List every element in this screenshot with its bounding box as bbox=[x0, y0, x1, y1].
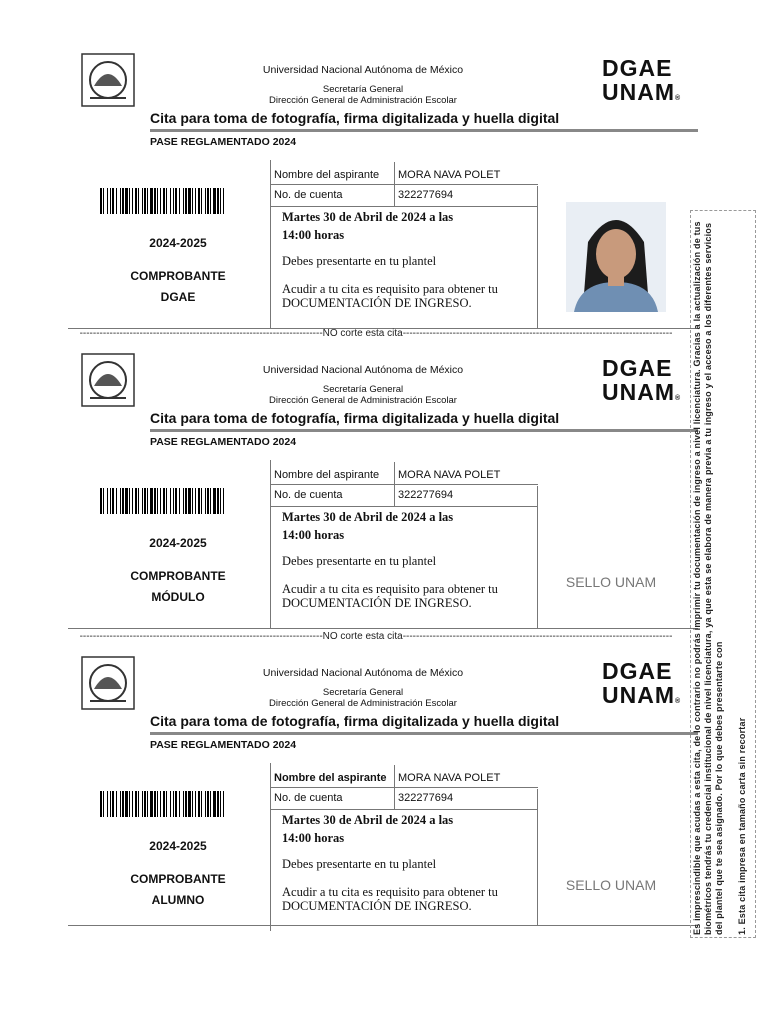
table-row-divider bbox=[270, 787, 538, 788]
cut-line: -------------------------------------------------------------------------NO corte esta cita--------------------------------------------------------------------------------- bbox=[79, 631, 673, 642]
direccion-text: Dirección General de Administración Escolar bbox=[269, 698, 457, 709]
requirement-line1: Acudir a tu cita es requisito para obtener tu bbox=[282, 885, 498, 899]
appointment-date bbox=[282, 208, 482, 244]
brand-registered-mark: ® bbox=[675, 95, 681, 102]
barcode-icon bbox=[100, 188, 226, 214]
school-year: 2024-2025 bbox=[149, 839, 207, 853]
direccion-text: Dirección General de Administración Escolar bbox=[269, 95, 457, 106]
requirement-notice bbox=[282, 582, 542, 610]
table-row-divider bbox=[270, 206, 538, 207]
requirement-line1: Acudir a tu cita es requisito para obtener tu bbox=[282, 582, 498, 596]
side-notice-main: Es imprescindible que acudas a esta cita, de lo contrario no podrás imprimir tu documentación de ingreso a nivel licenciatura. Gracias a la actualización de tus biométricos tendrás tu credencial institucional de nivel licenciatura, ya que esta se elabora de manera previa a tu ingreso y el acceso a los diferentes servicios del plantel que te sea asignado. Por lo que debes presentarte con bbox=[692, 221, 724, 935]
table-column-divider bbox=[394, 162, 395, 206]
side-notice-text bbox=[692, 211, 754, 935]
university-name: Universidad Nacional Autónoma de México bbox=[262, 667, 464, 679]
requirement-line1: Acudir a tu cita es requisito para obtener tu bbox=[282, 282, 498, 296]
university-name: Universidad Nacional Autónoma de México bbox=[262, 364, 464, 376]
student-name: MORA NAVA POLET bbox=[398, 772, 501, 784]
document-title: Cita para toma de fotografía, firma digitalizada y huella digital bbox=[150, 410, 560, 426]
student-photo bbox=[566, 202, 666, 312]
cut-line: -------------------------------------------------------------------------NO corte esta cita--------------------------------------------------------------------------------- bbox=[79, 328, 673, 339]
account-label: No. de cuenta bbox=[274, 792, 343, 804]
table-row-divider bbox=[270, 809, 538, 810]
university-name: Universidad Nacional Autónoma de México bbox=[262, 64, 464, 76]
brand-registered-mark: ® bbox=[675, 698, 681, 705]
table-row-divider bbox=[270, 506, 538, 507]
document-subtitle: PASE REGLAMENTADO 2024 bbox=[150, 739, 297, 751]
header-secretaria-block bbox=[248, 84, 478, 106]
appointment-date-line1: Martes 30 de Abril de 2024 a las bbox=[282, 813, 454, 827]
copy-type bbox=[108, 869, 248, 911]
barcode-icon bbox=[100, 488, 226, 514]
document-title: Cita para toma de fotografía, firma digitalizada y huella digital bbox=[150, 713, 560, 729]
table-column-divider bbox=[394, 765, 395, 809]
brand-line-2: UNAM bbox=[602, 79, 675, 105]
ticket-bottom-border bbox=[68, 628, 698, 629]
name-label: Nombre del aspirante bbox=[274, 772, 387, 784]
copy-type-line1: COMPROBANTE bbox=[130, 569, 226, 583]
appointment-date-line2: 14:00 horas bbox=[282, 831, 345, 845]
name-label: Nombre del aspirante bbox=[274, 469, 380, 481]
brand-line-2: UNAM bbox=[602, 379, 675, 405]
student-account: 322277694 bbox=[398, 189, 454, 201]
seal-placeholder: SELLO UNAM bbox=[565, 574, 657, 590]
dgae-unam-logo bbox=[602, 356, 682, 411]
appointment-date-line2: 14:00 horas bbox=[282, 228, 345, 242]
copy-type-line1: COMPROBANTE bbox=[130, 269, 226, 283]
title-divider bbox=[150, 129, 698, 132]
ticket-modulo bbox=[68, 348, 698, 630]
student-account: 322277694 bbox=[398, 489, 454, 501]
document-subtitle: PASE REGLAMENTADO 2024 bbox=[150, 436, 297, 448]
name-label: Nombre del aspirante bbox=[274, 169, 380, 181]
student-account: 322277694 bbox=[398, 792, 454, 804]
seal-placeholder: SELLO UNAM bbox=[565, 877, 657, 893]
brand-line-1: DGAE bbox=[602, 55, 673, 81]
table-left-border bbox=[270, 160, 271, 328]
presentation-notice: Debes presentarte en tu plantel bbox=[282, 254, 437, 268]
requirement-notice bbox=[282, 885, 542, 913]
ticket-dgae bbox=[68, 48, 698, 330]
copy-type-line2: MÓDULO bbox=[151, 590, 205, 604]
table-row-divider bbox=[270, 484, 538, 485]
unam-crest-icon bbox=[80, 352, 136, 408]
secretaria-text: Secretaría General bbox=[322, 84, 404, 95]
appointment-date-line2: 14:00 horas bbox=[282, 528, 345, 542]
dgae-unam-logo bbox=[602, 56, 682, 111]
appointment-date-line1: Martes 30 de Abril de 2024 a las bbox=[282, 210, 454, 224]
document-subtitle: PASE REGLAMENTADO 2024 bbox=[150, 136, 297, 148]
appointment-date bbox=[282, 508, 482, 544]
table-row-divider bbox=[270, 184, 538, 185]
side-notice-footnote: 1. Esta cita impresa en tamaño carta sin recortar bbox=[737, 717, 747, 935]
student-name: MORA NAVA POLET bbox=[398, 469, 501, 481]
secretaria-text: Secretaría General bbox=[322, 384, 404, 395]
barcode-icon bbox=[100, 791, 226, 817]
school-year: 2024-2025 bbox=[149, 236, 207, 250]
copy-type-line1: COMPROBANTE bbox=[130, 872, 226, 886]
student-name: MORA NAVA POLET bbox=[398, 169, 501, 181]
presentation-notice: Debes presentarte en tu plantel bbox=[282, 857, 437, 871]
dgae-unam-logo bbox=[602, 659, 682, 714]
requirement-notice bbox=[282, 282, 542, 310]
header-secretaria-block bbox=[248, 384, 478, 406]
side-notice-box bbox=[690, 210, 756, 938]
requirement-line2: DOCUMENTACIÓN DE INGRESO. bbox=[282, 296, 472, 310]
unam-crest-icon bbox=[80, 52, 136, 108]
brand-line-2: UNAM bbox=[602, 682, 675, 708]
secretaria-text: Secretaría General bbox=[322, 687, 404, 698]
document-title: Cita para toma de fotografía, firma digitalizada y huella digital bbox=[150, 110, 560, 126]
unam-crest-icon bbox=[80, 655, 136, 711]
table-column-divider bbox=[394, 462, 395, 506]
presentation-notice: Debes presentarte en tu plantel bbox=[282, 554, 437, 568]
copy-type-line2: ALUMNO bbox=[151, 893, 205, 907]
table-left-border bbox=[270, 460, 271, 628]
requirement-line2: DOCUMENTACIÓN DE INGRESO. bbox=[282, 899, 472, 913]
account-label: No. de cuenta bbox=[274, 489, 343, 501]
requirement-line2: DOCUMENTACIÓN DE INGRESO. bbox=[282, 596, 472, 610]
ticket-alumno bbox=[68, 651, 698, 933]
table-left-border bbox=[270, 763, 271, 931]
copy-type-line2: DGAE bbox=[160, 290, 196, 304]
account-label: No. de cuenta bbox=[274, 189, 343, 201]
school-year: 2024-2025 bbox=[149, 536, 207, 550]
copy-type bbox=[108, 566, 248, 608]
copy-type bbox=[108, 266, 248, 308]
ticket-bottom-border bbox=[68, 925, 698, 926]
title-divider bbox=[150, 732, 698, 735]
brand-line-1: DGAE bbox=[602, 658, 673, 684]
brand-registered-mark: ® bbox=[675, 395, 681, 402]
brand-line-1: DGAE bbox=[602, 355, 673, 381]
header-secretaria-block bbox=[248, 687, 478, 709]
direccion-text: Dirección General de Administración Escolar bbox=[269, 395, 457, 406]
title-divider bbox=[150, 429, 698, 432]
appointment-date-line1: Martes 30 de Abril de 2024 a las bbox=[282, 510, 454, 524]
appointment-date bbox=[282, 811, 482, 847]
